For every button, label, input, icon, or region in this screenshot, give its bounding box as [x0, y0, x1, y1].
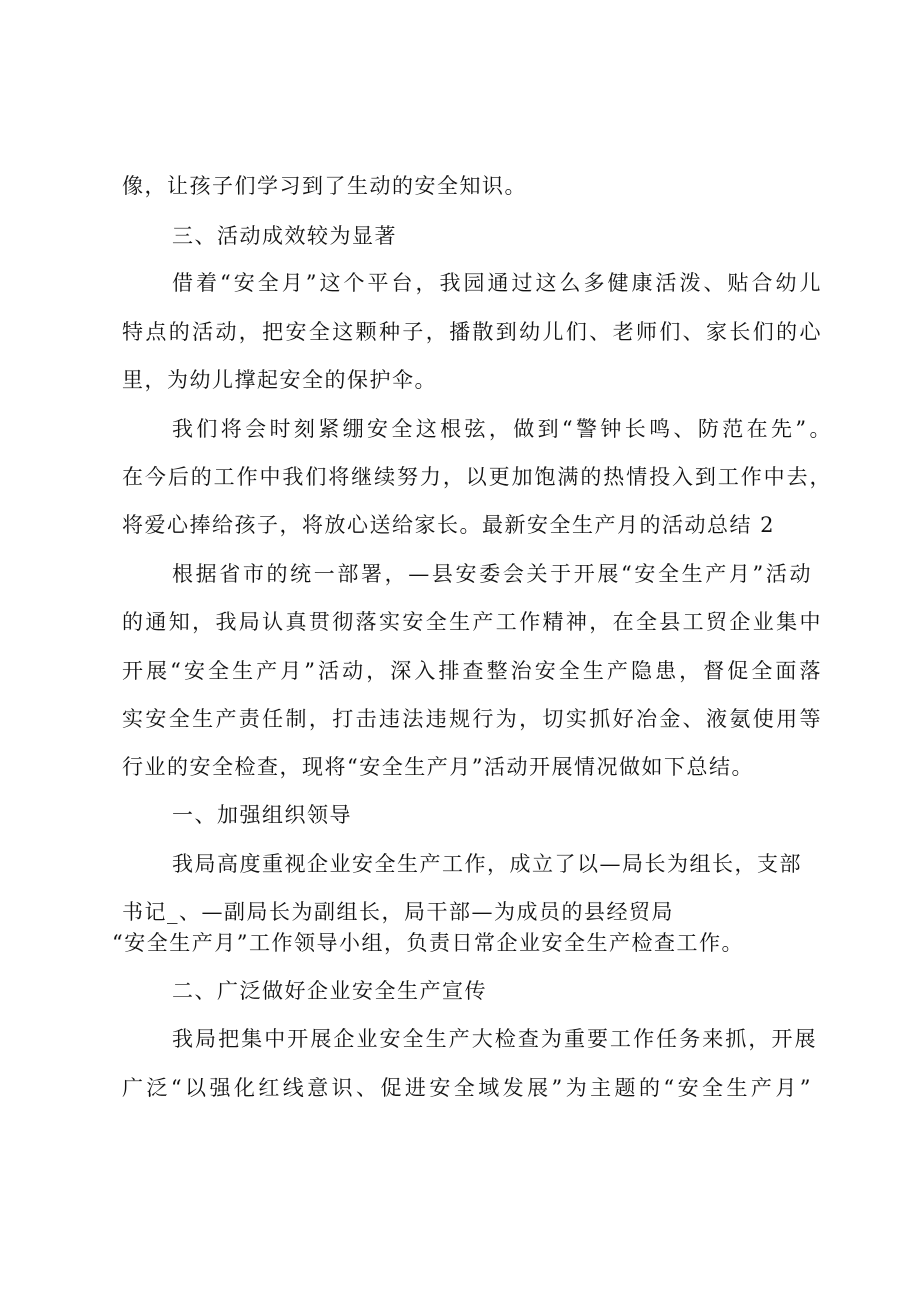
- section-heading-1: 一、加强组织领导: [172, 803, 352, 827]
- paragraph-line-3: 借着“安全月”这个平台，我园通过这么多健康活泼、贴合幼儿: [172, 271, 822, 295]
- paragraph-line-5: 里，为幼儿撑起安全的保护伞。: [122, 368, 437, 392]
- paragraph-line-1: 像，让孩子们学习到了生动的安全知识。: [122, 174, 527, 198]
- paragraph-line-11: 开展“安全生产月”活动，深入排查整治安全生产隐患，督促全面落: [122, 659, 822, 683]
- paragraph-line-10: 的通知，我局认真贯彻落实安全生产工作精神，在全县工贸企业集中: [122, 610, 822, 634]
- paragraph-line-16: 书记_、—副局长为副组长，局干部—为成员的县经贸局: [122, 900, 674, 924]
- paragraph-line-12: 实安全生产责任制，打击违法违规行为，切实抓好冶金、液氨使用等: [122, 707, 822, 731]
- paragraph-line-15: 我局高度重视企业安全生产工作，成立了以—局长为组长，支部: [172, 852, 802, 876]
- section-heading-2: 二、广泛做好企业安全生产宣传: [172, 979, 487, 1003]
- paragraph-line-13: 行业的安全检查，现将“安全生产月”活动开展情况做如下总结。: [122, 755, 754, 779]
- paragraph-line-9: 根据省市的统一部署，—县安委会关于开展“安全生产月”活动: [172, 562, 812, 586]
- paragraph-line-19: 我局把集中开展企业安全生产大检查为重要工作任务来抓，开展: [172, 1027, 817, 1051]
- paragraph-line-4: 特点的活动，把安全这颗种子，播散到幼儿们、老师们、家长们的心: [122, 320, 822, 344]
- paragraph-line-8: 将爱心捧给孩子，将放心送给家长。最新安全生产月的活动总结 2: [122, 513, 776, 537]
- section-heading-3: 三、活动成效较为显著: [172, 224, 397, 248]
- paragraph-line-6: 我们将会时刻紧绷安全这根弦，做到“警钟长鸣、防范在先”。: [172, 417, 832, 441]
- paragraph-line-7: 在今后的工作中我们将继续努力，以更加饱满的热情投入到工作中去，: [122, 465, 832, 489]
- paragraph-line-17: “安全生产月”工作领导小组，负责日常企业安全生产检查工作。: [112, 931, 744, 955]
- paragraph-line-20: 广泛“以强化红线意识、促进安全域发展”为主题的“安全生产月”: [122, 1076, 812, 1100]
